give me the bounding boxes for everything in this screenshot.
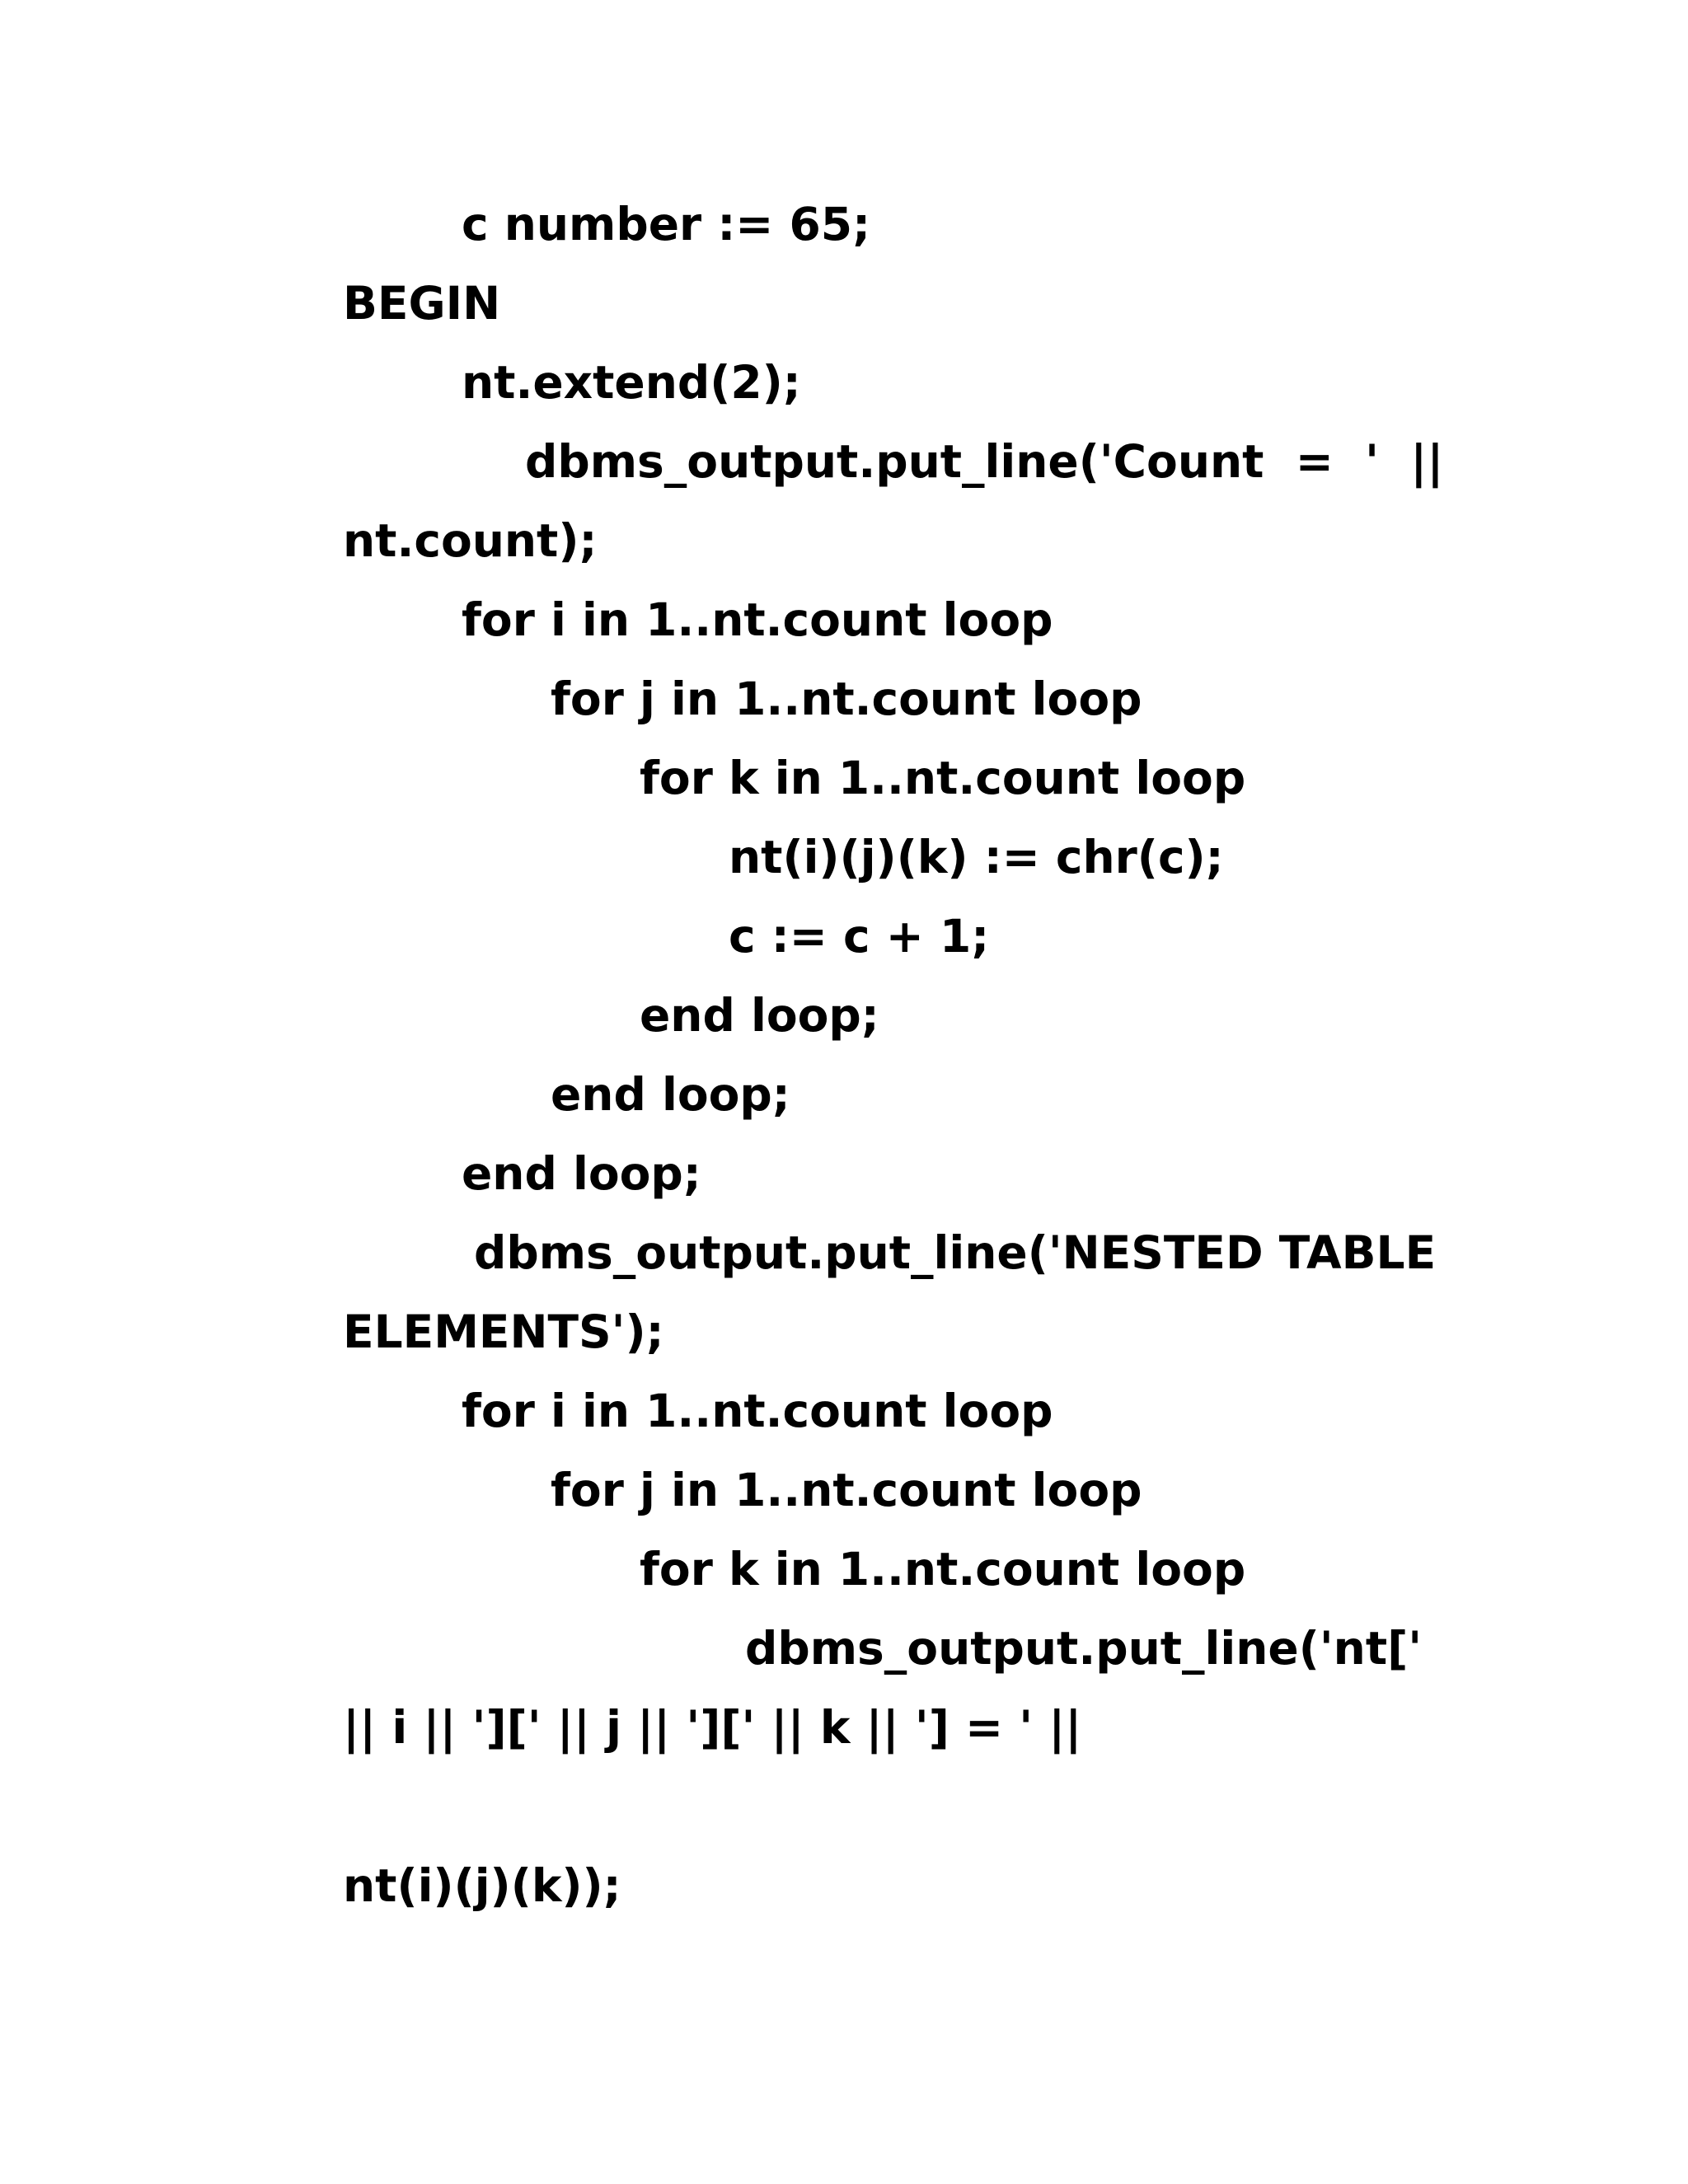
code-line: for j in 1..nt.count loop [551,1464,1142,1516]
code-line: for k in 1..nt.count loop [640,1543,1246,1596]
code-line: for i in 1..nt.count loop [462,593,1053,646]
code-line: nt(i)(j)(k) := chr(c); [729,831,1224,883]
code-line: dbms_output.put_line('Count = ' || [525,435,1444,488]
code-line: for i in 1..nt.count loop [462,1385,1053,1437]
code-line: for k in 1..nt.count loop [640,752,1246,804]
code-line: nt(i)(j)(k)); [343,1859,621,1912]
code-line: dbms_output.put_line('NESTED TABLE [474,1226,1437,1279]
code-line: end loop; [640,989,879,1042]
code-line: end loop; [462,1147,701,1200]
code-line: nt.extend(2); [462,356,801,409]
code-line: || i || '][' || j || '][' || k || '] = ' || [343,1701,1082,1754]
code-line: nt.count); [343,514,598,567]
code-line: for j in 1..nt.count loop [551,673,1142,725]
code-line: end loop; [551,1068,790,1121]
code-line: ELEMENTS'); [343,1305,664,1358]
code-line: c := c + 1; [729,910,990,963]
code-line: BEGIN [343,277,501,330]
code-line: c number := 65; [462,198,871,251]
code-line: dbms_output.put_line('nt[' [745,1622,1423,1675]
